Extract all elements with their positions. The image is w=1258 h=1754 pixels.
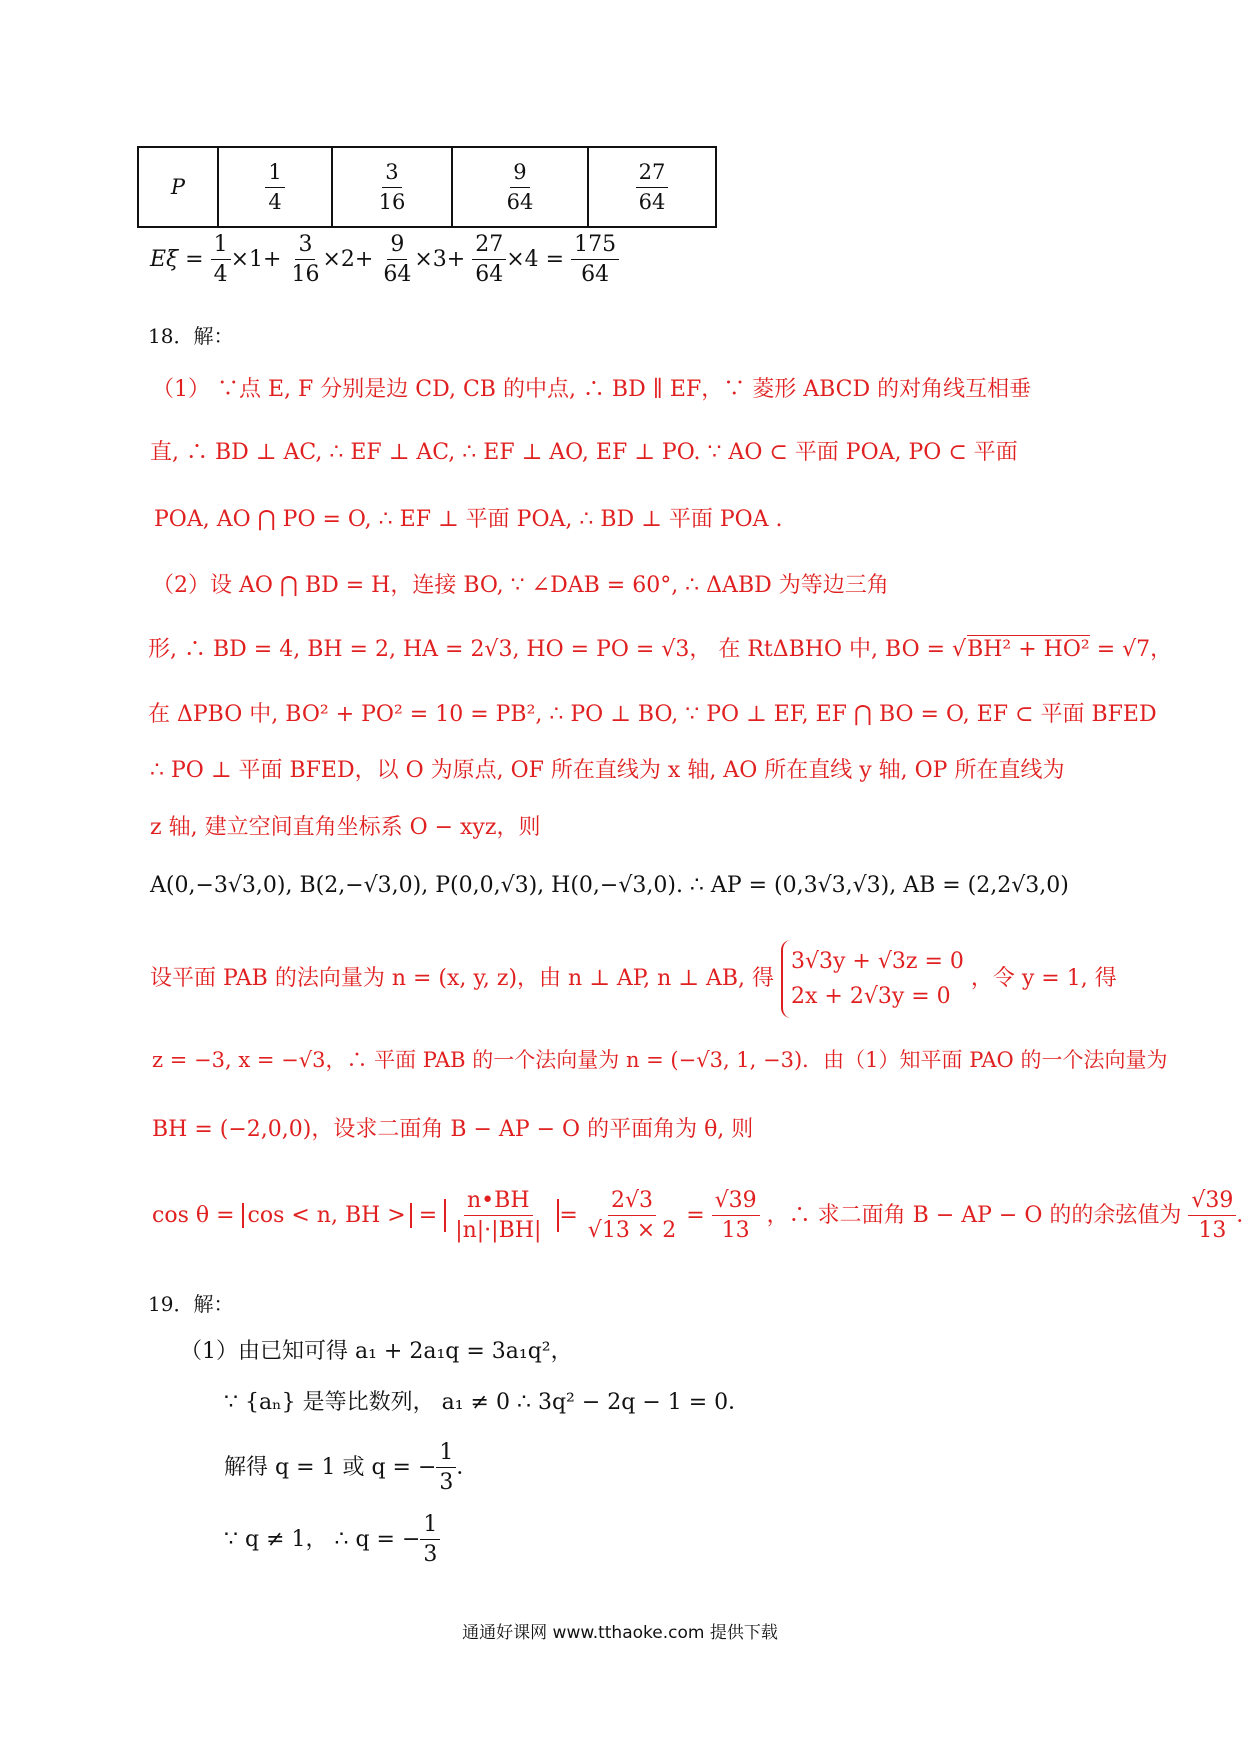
q18-line-3: POA, AO ⋂ PO = O, ∴ EF ⊥ 平面 POA, ∴ BD ⊥ 平面 POA . [154,507,783,532]
q19-line-2: ∵ {aₙ} 是等比数列， a₁ ≠ 0 ∴ 3q² − 2q − 1 = 0． [224,1390,751,1415]
q19-line-3: 解得 q = 1 或 q = − $\frac{1}{3}$ ． [224,1440,479,1496]
table-row [138,147,716,227]
q18-line-6: 在 ΔPBO 中, BO² + PO² = 10 = PB², ∴ PO ⊥ BO, ∵ PO ⊥ EF, EF ⋂ BO = O, EF ⊂ 平面 BFED [148,702,1157,727]
q18-coordinates: A(0,−3√3,0), B(2,−√3,0), P(0,0,√3), H(0,−√3,0). ∴ AP = (0,3√3,√3), AB = (2,2√3,0) [150,873,1069,898]
table-cell: $\frac{3}{16}$ [332,147,452,227]
q18-line-11: z = −3, x = −√3，∴ 平面 PAB 的一个法向量为 n = (−√3, 1, −3)．由（1）知平面 PAO 的一个法向量为 [152,1048,1168,1072]
q19-line-1: （1）由已知可得 a₁ + 2a₁q = 3a₁q²， [180,1339,573,1364]
probability-table [137,146,717,228]
table-cell: $\frac{9}{64}$ [452,147,588,227]
q19-heading: 19．解： [148,1292,234,1316]
expectation-formula: Eξ = $\frac{1}{4}$ ×1+ $\frac{3}{16}$ ×2+ $\frac{9}{64}$ ×3+ $\frac{27}{64}$ ×4 = $\frac{175}{64}$ [150,232,619,288]
q18-line-2: 直, ∴ BD ⊥ AC, ∴ EF ⊥ AC, ∴ EF ⊥ AO, EF ⊥ PO. ∵ AO ⊂ 平面 POA, PO ⊂ 平面 [150,440,1018,465]
q19-line-4: ∵ q ≠ 1， ∴ q = − $\frac{1}{3}$ [224,1512,440,1568]
table-cell: $\frac{27}{64}$ [588,147,716,227]
q18-line-4: （2）设 AO ⋂ BD = H，连接 BO, ∵ ∠DAB = 60°, ∴ ΔABD 为等边三角 [152,573,889,598]
q18-line-8: z 轴, 建立空间直角坐标系 O − xyz，则 [150,815,541,840]
q18-normal-vector-system: 设平面 PAB 的法向量为 n = (x, y, z)，由 n ⊥ AP, n ⊥ AB, 得 3√3y + √3z = 0 2x + 2√3y = 0 ，令 y = 1, 得 [150,940,1117,1018]
q18-line-5: 形, ∴ BD = 4, BH = 2, HA = 2√3, HO = PO = √3， 在 RtΔBHO 中, BO = √BH² + HO² = √7， [148,637,1173,662]
table-header-cell: P [138,147,218,227]
q18-heading: 18．解： [148,324,234,348]
q18-line-7: ∴ PO ⊥ 平面 BFED，以 O 为原点, OF 所在直线为 x 轴, AO 所在直线 y 轴, OP 所在直线为 [150,758,1065,783]
q18-cosine-formula: cos θ = cos < n, BH > = $\frac{n•BH}{|n|\cdot|BH|}$ = $\frac{2√3}{√13 \times 2}$ = $\frac{√39}{13}$ ，∴ 求二面角 B − AP − O 的的余弦值为 $\frac{√39}{13}$ ． [152,1188,1258,1244]
table-cell: $\frac{1}{4}$ [218,147,332,227]
equation-system: 3√3y + √3z = 0 2x + 2√3y = 0 [781,940,964,1018]
q18-line-12: BH = (−2,0,0)，设求二面角 B − AP − O 的平面角为 θ, 则 [152,1117,754,1142]
page-footer: 通通好课网 www.tthaoke.com 提供下载 [462,1623,778,1643]
q18-line-1: （1） ∵点 E, F 分别是边 CD, CB 的中点, ∴ BD ∥ EF，∵ 菱形 ABCD 的对角线互相垂 [152,377,1032,402]
